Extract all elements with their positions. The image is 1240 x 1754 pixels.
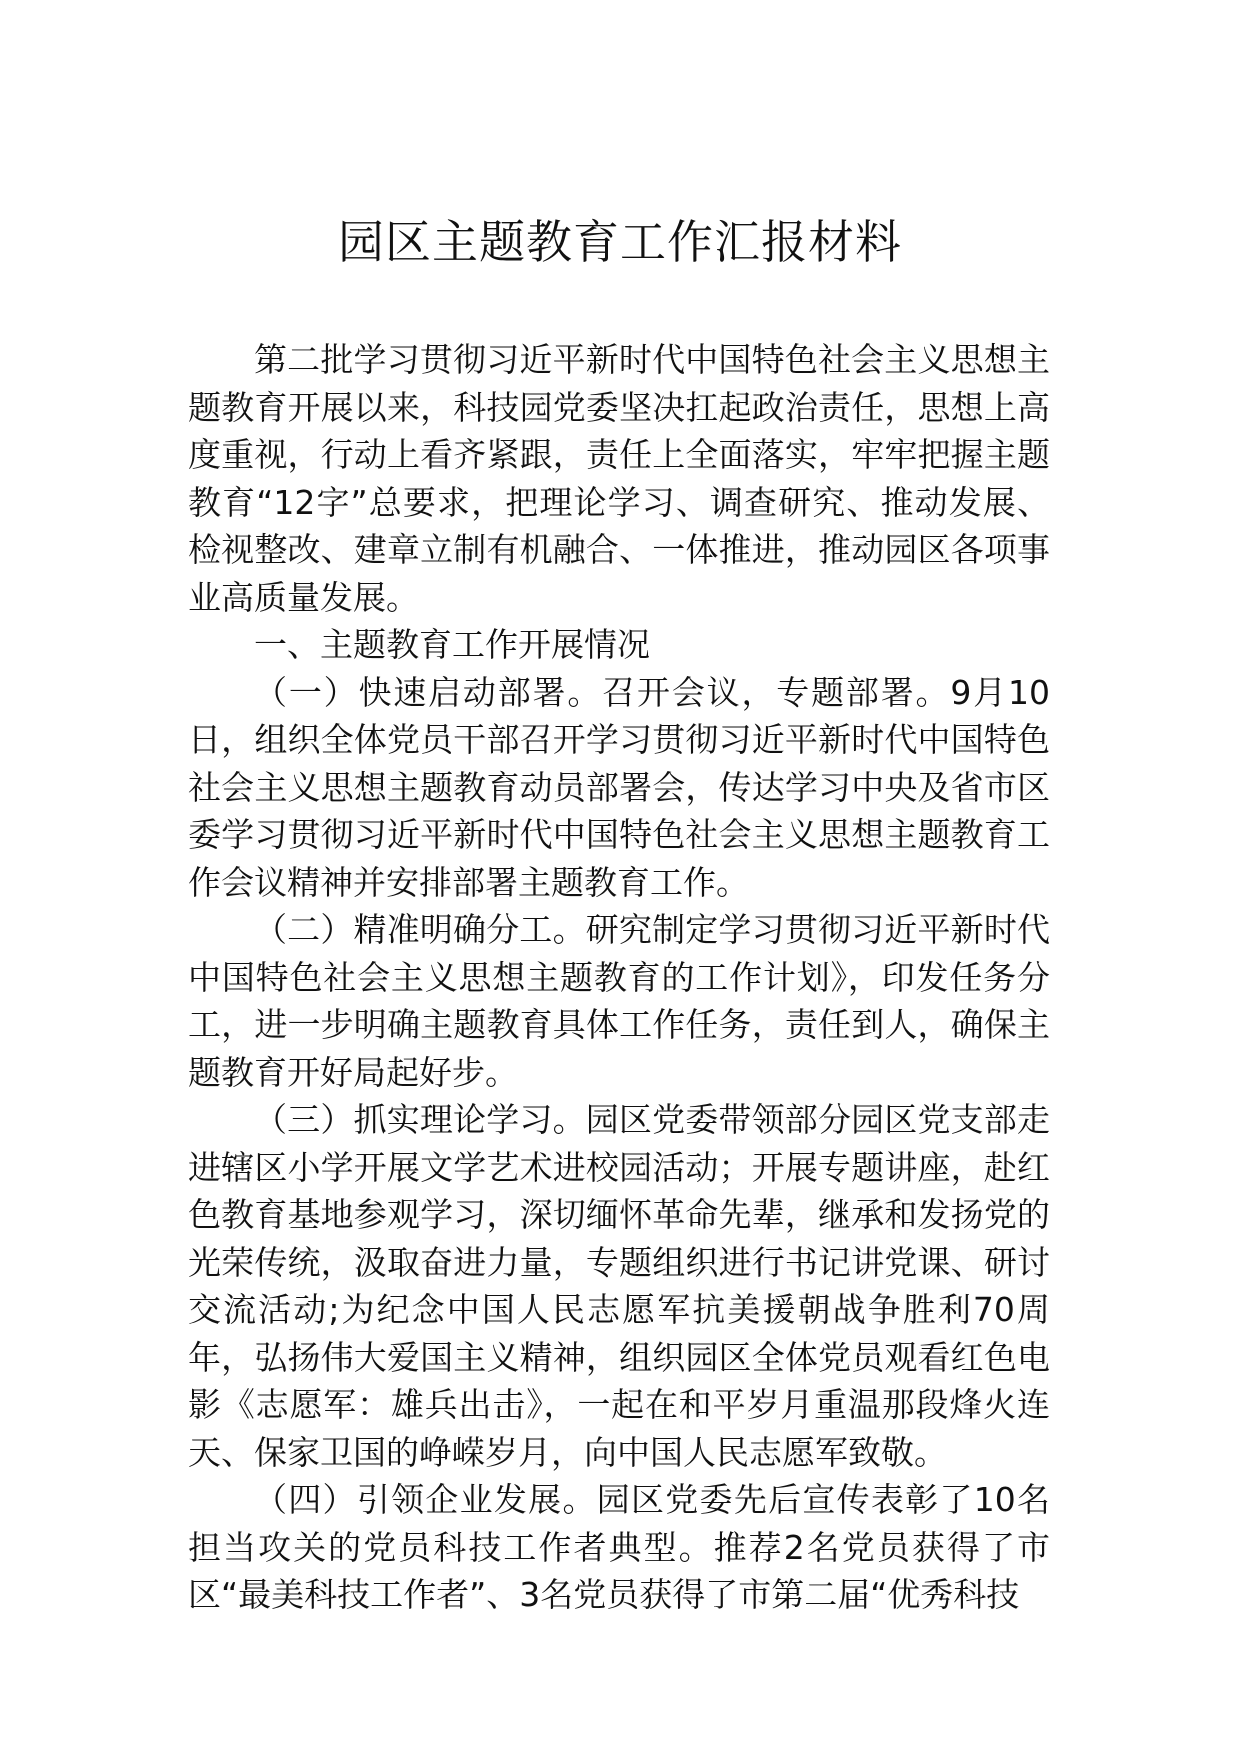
section-heading-1: 一、主题教育工作开展情况 (254, 625, 650, 664)
subsection-paragraph-3: （三）抓实理论学习。园区党委带领部分园区党支部走进辖区小学开展文学艺术进校园活动；开展专题讲座，赴红色教育基地参观学习，深切缅怀革命先辈，继承和发扬党的光荣传统，汲取奋进力量，专题组织进行书记讲党课、研讨交流活动;为纪念中国人民志愿军抗美援朝战争胜利70周年，弘扬伟大爱国主义精神，组织园区全体党员观看红色电影《志愿军：雄兵出击》，一起在和平岁月重温那段烽火连天、保家卫国的峥嵘岁月，向中国人民志愿军致敬。 (188, 1100, 1050, 1472)
subsection-paragraph-1: （一）快速启动部署。召开会议，专题部署。9月10日，组织全体党员干部召开学习贯彻习近平新时代中国特色社会主义思想主题教育动员部署会，传达学习中央及省市区委学习贯彻习近平新时代中国特色社会主义思想主题教育工作会议精神并安排部署主题教育工作。 (188, 672, 1050, 902)
document-body (188, 336, 1050, 1619)
subsection-paragraph-4: （四）引领企业发展。园区党委先后宣传表彰了10名担当攻关的党员科技工作者典型。推荐2名党员获得了市区“最美科技工作者”、3名党员获得了市第二届“优秀科技 (188, 1480, 1050, 1614)
intro-paragraph: 第二批学习贯彻习近平新时代中国特色社会主义思想主题教育开展以来，科技园党委坚决扛起政治责任，思想上高度重视，行动上看齐紧跟，责任上全面落实，牢牢把握主题教育“12字”总要求，把理论学习、调查研究、推动发展、检视整改、建章立制有机融合、一体推进，推动园区各项事业高质量发展。 (188, 340, 1050, 617)
document-title: 园区主题教育工作汇报材料 (338, 215, 902, 269)
subsection-paragraph-2: （二）精准明确分工。研究制定学习贯彻习近平新时代中国特色社会主义思想主题教育的工作计划》，印发任务分工，进一步明确主题教育具体工作任务，责任到人，确保主题教育开好局起好步。 (188, 910, 1050, 1092)
